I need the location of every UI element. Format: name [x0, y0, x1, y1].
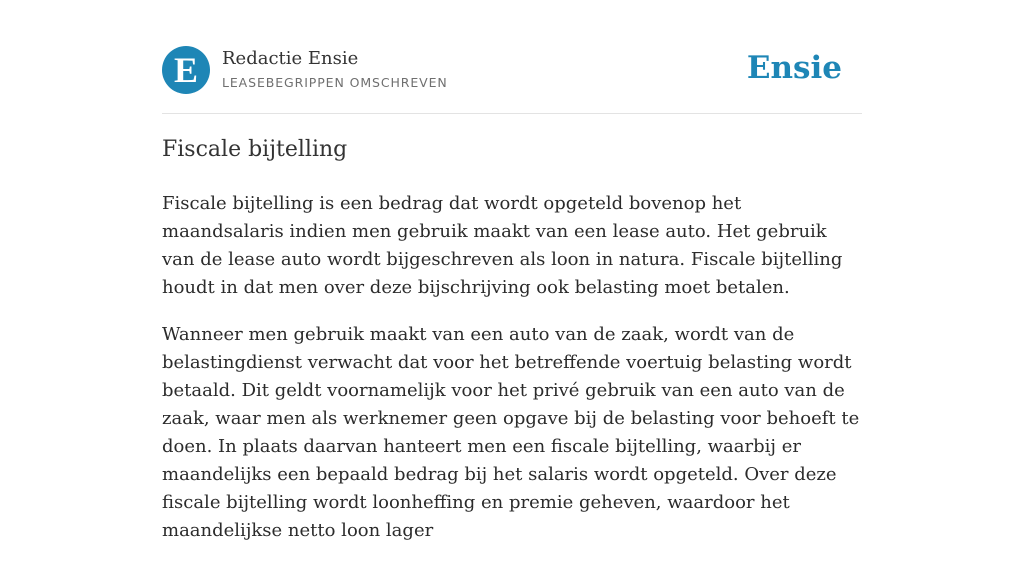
author-avatar[interactable]: E	[162, 46, 210, 94]
header-divider	[162, 113, 862, 114]
category-label[interactable]: LEASEBEGRIPPEN OMSCHREVEN	[222, 75, 448, 90]
ensie-logo[interactable]: Ensie	[746, 50, 842, 86]
article-title: Fiscale bijtelling	[162, 137, 348, 162]
article-body	[162, 190, 862, 564]
article-paragraph: Fiscale bijtelling is een bedrag dat wordt opgeteld bovenop het maandsalaris indien men gebruik maakt van een lease auto. Het gebruik van de lease auto wordt bijgeschreven als loon in natura. Fiscale bijtelling houdt in dat men over deze bijschrijving ook belasting moet betalen.	[162, 193, 843, 298]
article-header	[162, 46, 862, 96]
article-paragraph: Wanneer men gebruik maakt van een auto van de zaak, wordt van de belastingdienst verwacht dat voor het betreffende voertuig belasting wordt betaald. Dit geldt voornamelijk voor het privé gebruik van een auto van de zaak, waar men als werknemer geen opgave bij de belasting voor behoeft te doen. In plaats daarvan hanteert men een fiscale bijtelling, waarbij er maandelijks een bepaald bedrag bij het salaris wordt opgeteld. Over deze fiscale bijtelling wordt loonheffing en premie geheven, waardoor het maandelijkse netto loon lager	[162, 324, 860, 541]
author-name[interactable]: Redactie Ensie	[222, 48, 359, 69]
